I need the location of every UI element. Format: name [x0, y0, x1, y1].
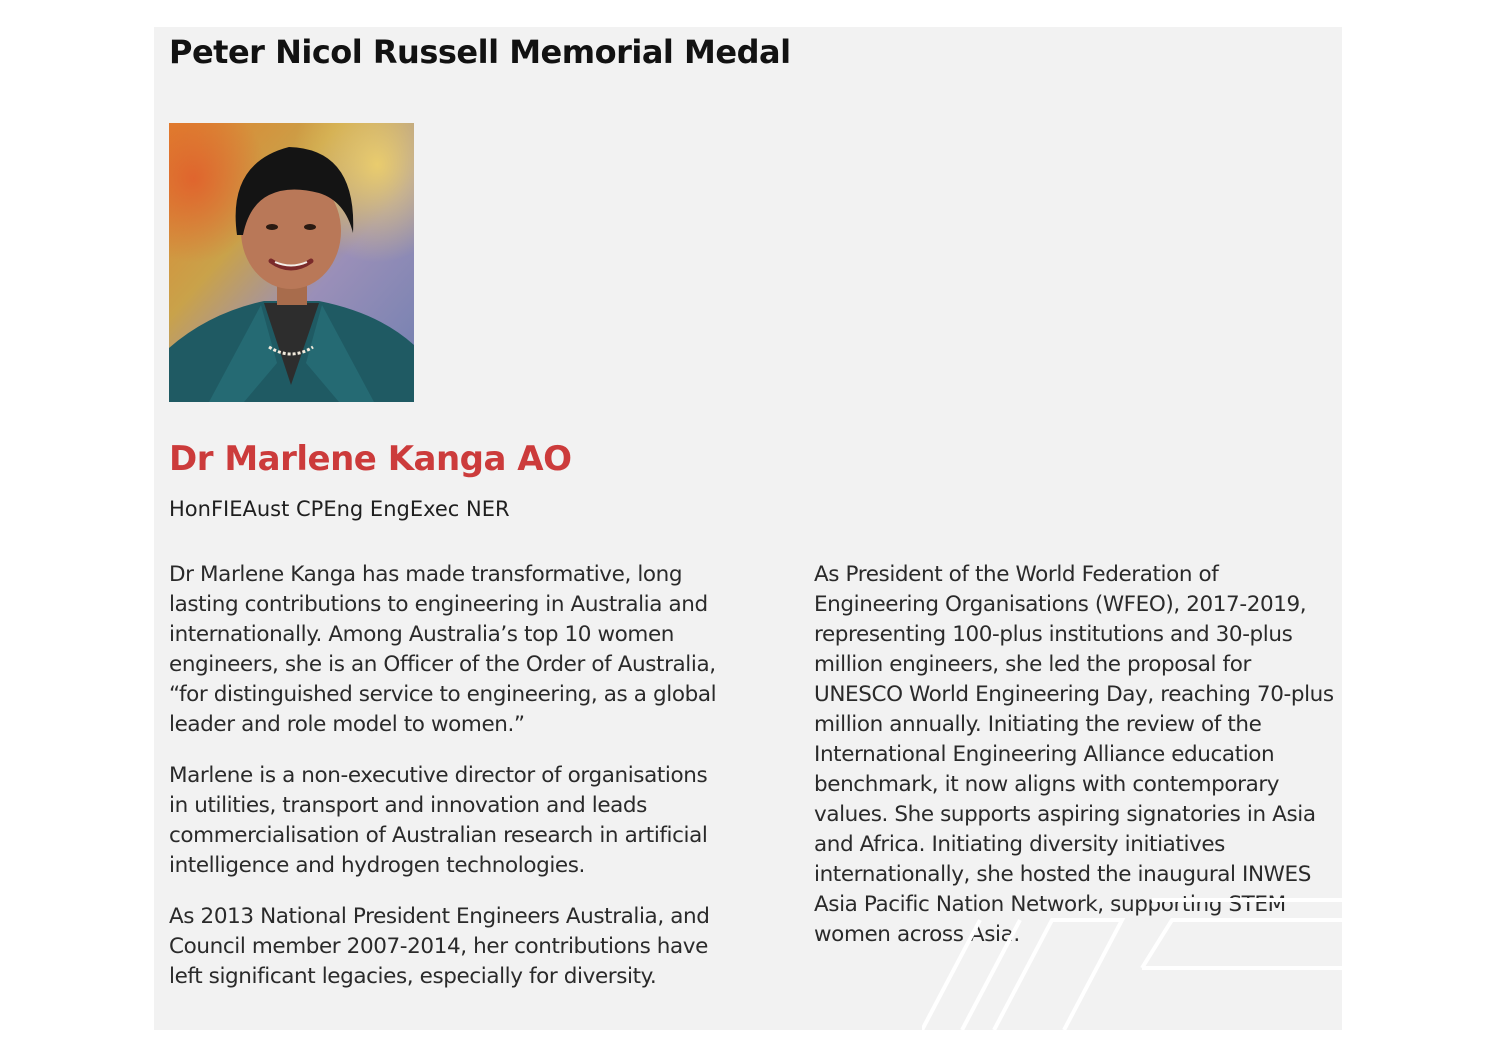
medal-panel [154, 27, 1342, 1030]
recipient-name: Dr Marlene Kanga AO [169, 439, 572, 479]
recipient-postnominals: HonFIEAust CPEng EngExec NER [169, 497, 510, 521]
portrait-photo [169, 123, 414, 402]
bio-paragraph: Marlene is a non-executive director of organisations in utilities, transport and innovation and leads commercialisation of Australian research in artificial intelligence and hydrogen technologies. [169, 763, 708, 878]
bio-paragraph: Dr Marlene Kanga has made transformative, long lasting contributions to engineering in Australia and internationally. Among Australia’s top 10 women engineers, she is an Officer of the Order of Australia, “for distinguished service to engineering, as a global leader and role model to women.” [169, 562, 717, 737]
bio-column-left [169, 560, 717, 1013]
portrait-image [169, 123, 414, 402]
page-title: Peter Nicol Russell Memorial Medal [169, 33, 791, 71]
bio-paragraph: As President of the World Federation of Engineering Organisations (WFEO), 2017-2019, representing 100-plus institutions and 30-plus million engineers, she led the proposal for UNESCO World Engineering Day, reaching 70-plus million annually. Initiating the review of the International Engineering Alliance education benchmark, it now aligns with contemporary values. She supports aspiring signatories in Asia and Africa. Initiating diversity initiatives internationally, she hosted the inaugural INWES Asia Pacific Nation Network, supporting STEM women across Asia. [814, 562, 1334, 947]
bio-paragraph: As 2013 National President Engineers Australia, and Council member 2007-2014, her contributions have left significant legacies, especially for diversity. [169, 904, 710, 989]
decorative-stripes [922, 880, 1342, 1030]
